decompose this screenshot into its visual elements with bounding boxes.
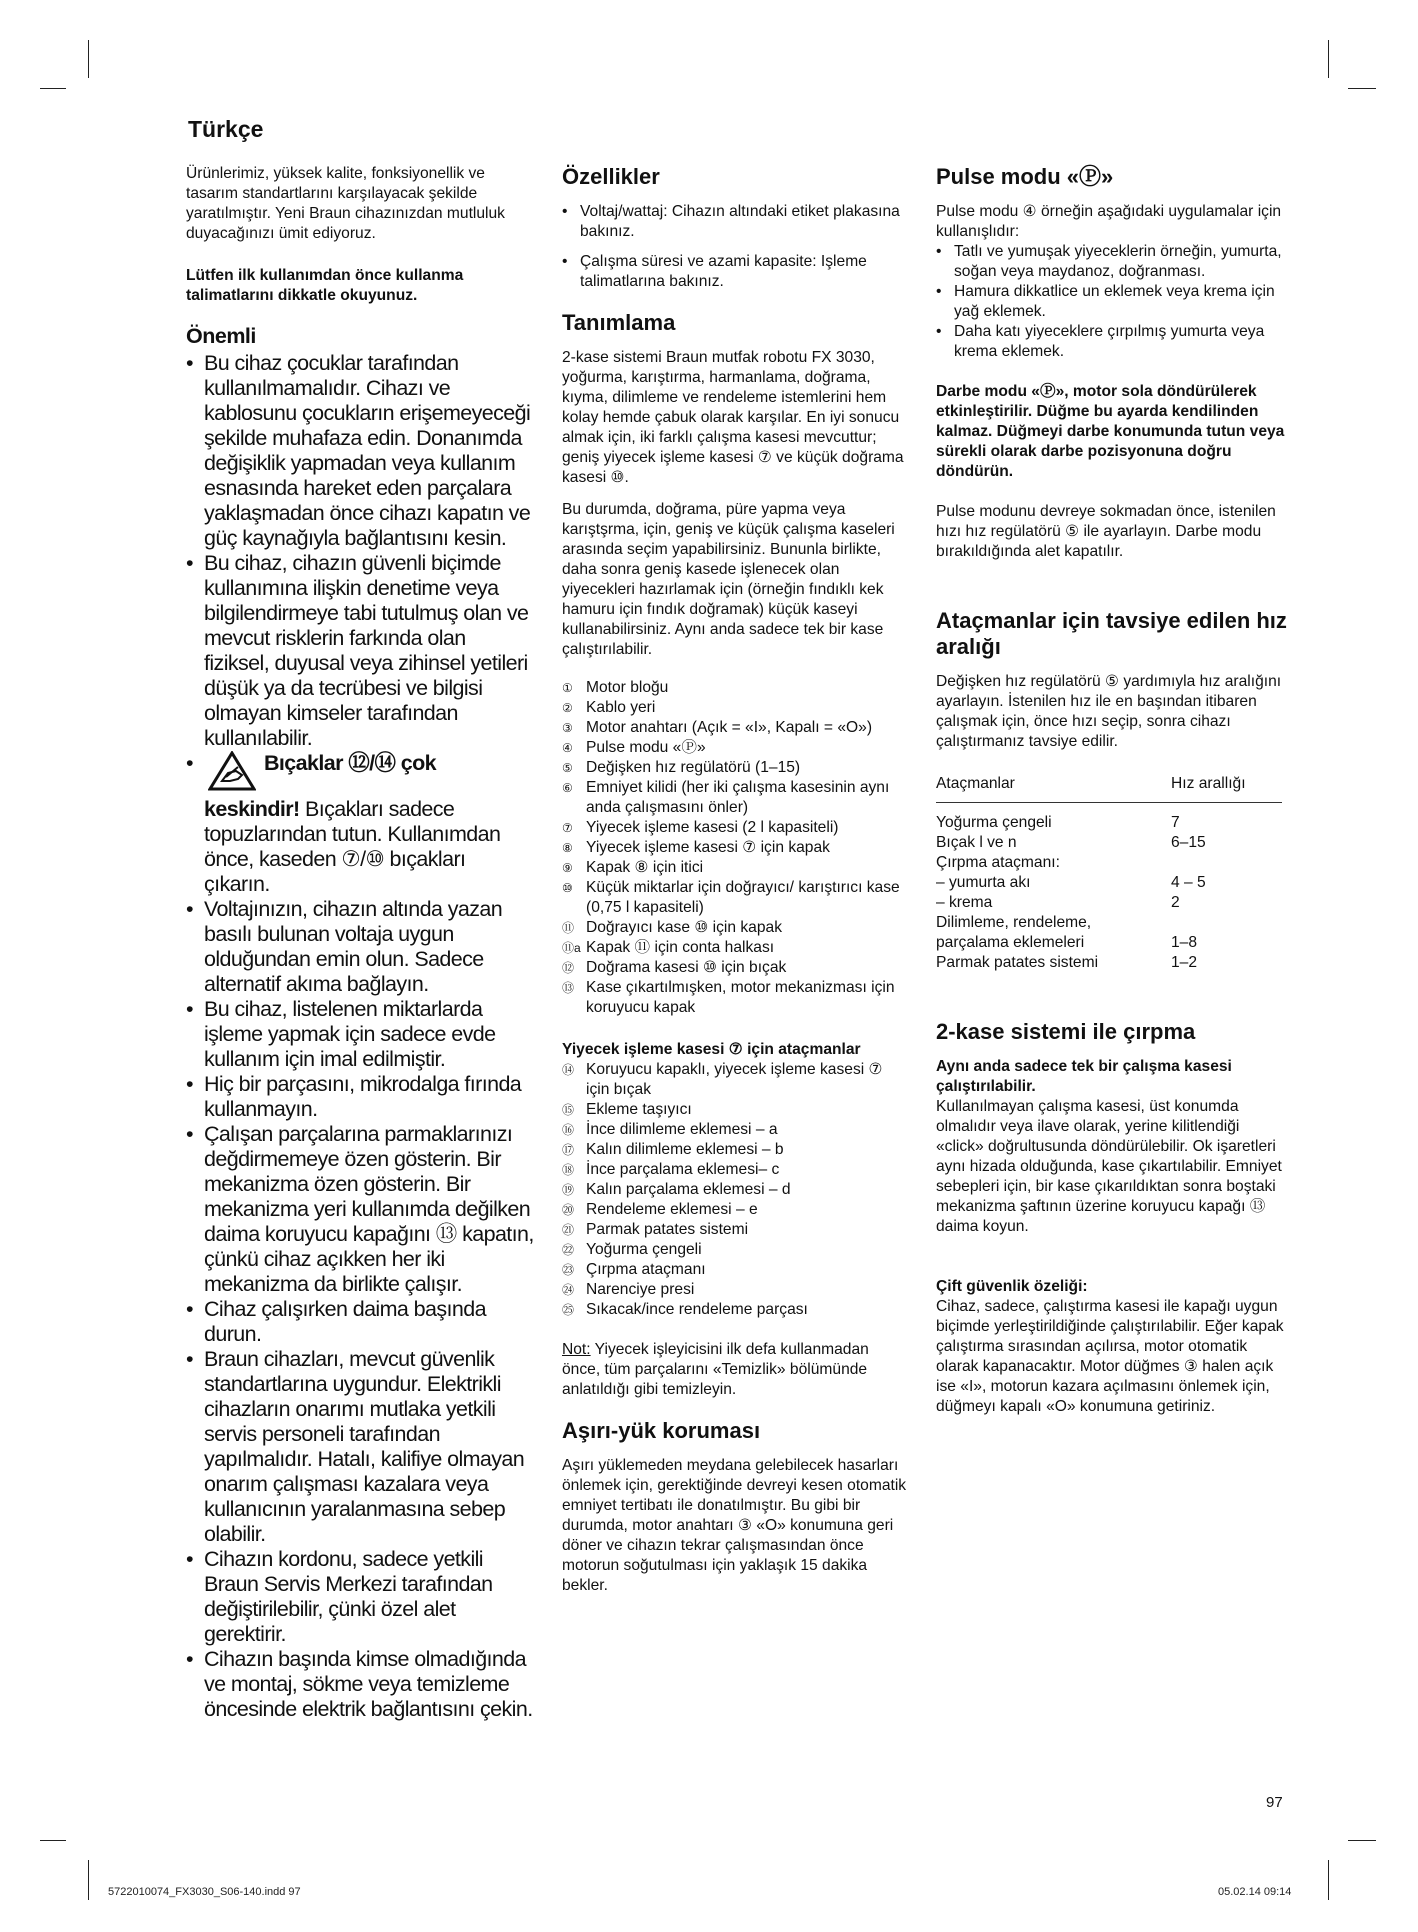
list-item: • Çalışan parçalarına parmaklarınızı değdirmemeye özen gösterin. Bir mekanizma özen gösterin. Bir mekanizma yeri kullanımda değilken daima koruyucu kapağını ⑬ kapatın, çünkü cihaz açıkken her iki mekanizma da birlikte çalışır. — [186, 1122, 536, 1297]
list-item: ⑫ Doğrama kasesi ⑩ için bıçak — [562, 959, 787, 976]
overload-text: Aşırı yüklemeden meydana gelebilecek hasarları önlemek için, gerektiğinde devreyi kesen otomatik emniyet tertibatı ile donatılmıştır. Bu gibi bir durumda, motor anahtarı ③ «O» konumuna geri döner ve cihazın tekrar çalışmasından önce motorun soğutulması için yaklaşık 15 dakika bekler. — [562, 1457, 907, 1594]
list-item: ④ Pulse modu «Ⓟ» — [562, 739, 706, 756]
page-title: Türkçe — [188, 116, 264, 142]
list-item: • Voltaj/wattaj: Cihazın altındaki etiket plakasına bakınız. — [562, 202, 908, 242]
column-2 — [562, 164, 908, 1596]
warning-icon — [208, 751, 256, 797]
overload-heading: Aşırı-yük koruması — [562, 1418, 761, 1443]
list-item: ③ Motor anahtarı (Açık = «I», Kapalı = «O») — [562, 719, 873, 736]
list-item: ㉔ Narenciye presi — [562, 1281, 695, 1298]
speed-heading: Ataçmanlar için tavsiye edilen hız aralığı — [936, 608, 1287, 659]
list-item: ㉕ Sıkacak/ince rendeleme parçası — [562, 1301, 808, 1318]
list-item: • Cihazın başında kimse olmadığında ve montaj, sökme veya temizleme öncesinde elektrik bağlantısını çekin. — [186, 1647, 536, 1722]
list-item: ⑧ Yiyecek işleme kasesi ⑦ için kapak — [562, 839, 830, 856]
column-3 — [936, 164, 1288, 1417]
description-text-2: Bu durumda, doğrama, püre yapma veya karıştşrma, için, geniş ve küçük çalışma kaseleri arasında seçim yapabilirsiniz. Bununla birlikte, daha sonra geniş kasede işlenecek olan yiyecekleri hazırlamak için (örneğin fındıklı kek hamuru için fındık doğramak) küçük kaseyi kullanabilirsiniz. Aynı anda sadece tek bir kase çalıştırılabilir. — [562, 501, 895, 658]
list-item: • Bu cihaz, cihazın güvenli biçimde kullanımına ilişkin denetime veya bilgilendirmeye tabi tutulmuş olan ve mevcut risklerin farkında olan fiziksel, duyusal veya zihinsel yetileri düşük ya da tecrübesi ve bilgisi olmayan kimseler tarafından kullanılabilir. — [186, 551, 536, 751]
description-heading: Tanımlama — [562, 310, 676, 335]
list-item: ㉒ Yoğurma çengeli — [562, 1241, 702, 1258]
pulse-list — [936, 242, 1288, 362]
column-1 — [186, 164, 536, 1722]
note — [562, 1340, 908, 1400]
pulse-text: Pulse modunu devreye sokmadan önce, istenilen hızı hız regülatörü ⑤ ile ayarlayın. Darbe modu bırakıldığında alet kapatılır. — [936, 503, 1276, 560]
features-list — [562, 202, 908, 292]
list-item: ① Motor bloğu — [562, 679, 669, 696]
description-text-1: 2-kase sistemi Braun mutfak robotu FX 3030, yoğurma, karıştırma, harmanlama, doğrama, kıyma, dilimleme ve rendeleme istemlerini hem kolay hemde çabuk olarak karşılar. En iyi sonucu almak için, iki farklı çalışma kasesi mevcuttur; geniş yiyecek işleme kasesi ⑦ ve küçük doğrama kasesi ⑩. — [562, 349, 904, 486]
list-item: ⑱ İnce parçalama eklemesi– c — [562, 1161, 780, 1178]
speed-table — [936, 774, 1282, 973]
column-header: Ataçmanlar — [936, 774, 1171, 803]
list-item: • Cihazın kordonu, sadece yetkili Braun Servis Merkezi tarafından değiştirilebilir, çünki özel alet gerektirir. — [186, 1547, 536, 1647]
list-item: • Voltajınızın, cihazın altında yazan basılı bulunan voltaja uygun olduğundan emin olun. Sadece alternatif akıma bağlayın. — [186, 897, 536, 997]
pulse-intro: Pulse modu ④ örneğin aşağıdaki uygulamalar için kullanışlıdır: — [936, 203, 1282, 240]
table-row: Yoğurma çengeli 7 — [936, 814, 1180, 831]
two-bowl-heading: 2-kase sistemi ile çırpma — [936, 1019, 1196, 1044]
attachments-list — [562, 1060, 908, 1320]
safety-text: Cihaz, sadece, çalıştırma kasesi ile kapağı uygun biçimde yerleştirildiğinde çalıştırılabilir. Eğer kapak çalıştırma sırasından açılırsa, motor otomatik olarak kapanacaktır. Motor düğmes ③ halen açık ise «I», motorun kazara açılmasını önlemek için, düğmeyı kapalı «O» konumuna getiriniz. — [936, 1298, 1284, 1415]
list-item: ⑨ Kapak ⑧ için itici — [562, 859, 704, 876]
crop-mark — [1348, 1840, 1376, 1841]
list-item: ㉓ Çırpma ataçmanı — [562, 1261, 706, 1278]
list-item: ⑭ Koruyucu kapaklı, yiyecek işleme kasesi ⑦ için bıçak — [562, 1061, 883, 1098]
list-item: ⑰ Kalın dilimleme eklemesi – b — [562, 1141, 784, 1158]
list-item: ⑲ Kalın parçalama eklemesi – d — [562, 1181, 791, 1198]
footer-file: 5722010074_FX3030_S06-140.indd 97 — [108, 1886, 301, 1898]
warning-text: Bıçakları sadece topuzlarından tutun. Kullanımdan önce, kaseden ⑦/⑩ bıçakları çıkarın. — [204, 797, 501, 896]
crop-mark — [88, 40, 89, 78]
table-row: Parmak patates sistemi 1–2 — [936, 954, 1198, 971]
list-item: • Hiç bir parçasını, mikrodalga fırında kullanmayın. — [186, 1072, 536, 1122]
table-row: – krema 2 — [936, 894, 1180, 911]
table-header-row — [936, 774, 1282, 803]
list-item: • Bu cihaz çocuklar tarafından kullanılmamalıdır. Cihazı ve kablosunu çocukların erişemeyeceği şekilde muhafaza edin. Donanımda değişiklik yapmadan veya kullanım esnasında hareket eden parçalara yaklaşmadan önce cihazı kapatın ve güç kaynağıyla bağlantısını kesin. — [186, 351, 536, 551]
pulse-heading: Pulse modu «Ⓟ» — [936, 164, 1114, 189]
list-item: ⑮ Ekleme taşıyıcı — [562, 1101, 692, 1118]
safety-heading: Çift güvenlik özeliği: — [936, 1278, 1088, 1295]
list-item: ⑯ İnce dilimleme eklemesi – a — [562, 1121, 778, 1138]
parts-list — [562, 678, 908, 1018]
table-row: Dilimleme, rendeleme, — [936, 914, 1092, 931]
important-heading: Önemli — [186, 324, 256, 348]
crop-mark — [88, 1860, 89, 1900]
footer-date: 05.02.14 09:14 — [1218, 1886, 1292, 1898]
note-label: Not: — [562, 1341, 591, 1358]
intro-text: Ürünlerimiz, yüksek kalite, fonksiyonellik ve tasarım standartlarını karşılayacak şekilde yaratılmıştır. Yeni Braun cihazınızdan mutluluk duyacağınızı ümit ediyoruz. — [186, 165, 505, 242]
pulse-bold-text: Darbe modu «Ⓟ», motor sola döndürülerek etkinleştirilir. Düğme bu ayarda kendilinden kalmaz. Düğmeyi darbe konumunda tutun veya sürekli olarak darbe pozisyonuna doğru döndürün. — [936, 383, 1285, 480]
note-text: Yiyecek işleyicisini ilk defa kullanmadan önce, tüm parçalarını «Temizlik» bölümünde anlatıldığı gibi temizleyin. — [562, 1341, 869, 1398]
list-item: • Cihaz çalışırken daima başında durun. — [186, 1297, 536, 1347]
two-bowl-text: Kullanılmayan çalışma kasesi, üst konumda olmalıdır veya ilave olarak, yerine kilitlendiği «click» doğrultusunda döndürülebilir. Ok işaretleri aynı hizada olduğunda, kase çıkartılabilir. Emniyet sebepleri için, bir kase çıkarıldıktan sonra boştaki mekanizma şaftının üzerine koruyucu kapağı ⑬ daima koyun. — [936, 1098, 1282, 1235]
warning-bold: Bıçaklar ⑫/⑭ çok keskindir! — [204, 751, 437, 821]
list-item: • Tatlı ve yumuşak yiyeceklerin örneğin, yumurta, soğan veya maydanoz, doğranması. — [936, 242, 1288, 282]
table-row: Bıçak l ve n 6–15 — [936, 834, 1206, 851]
list-item: ⑪ Doğrayıcı kase ⑩ için kapak — [562, 919, 782, 936]
column-header: Hız arallığı — [1171, 774, 1282, 803]
two-bowl-bold: Aynı anda sadece tek bir çalışma kasesi çalıştırılabilir. — [936, 1058, 1232, 1095]
table-row: parçalama eklemeleri 1–8 — [936, 934, 1198, 951]
attachments-heading: Yiyecek işleme kasesi ⑦ için ataçmanlar — [562, 1041, 861, 1058]
list-item: ⑪a Kapak ⑪ için conta halkası — [562, 939, 775, 956]
list-item: ⑥ Emniyet kilidi (her iki çalışma kasesinin aynı anda çalışmasını önler) — [562, 779, 890, 816]
crop-mark — [40, 1840, 66, 1841]
list-item: • Daha katı yiyeceklere çırpılmış yumurta veya krema eklemek. — [936, 322, 1288, 362]
list-item: ⑦ Yiyecek işleme kasesi (2 l kapasiteli) — [562, 819, 839, 836]
table-row: Çırpma ataçmanı: — [936, 854, 1060, 871]
list-item: ⑤ Değişken hız regülatörü (1–15) — [562, 759, 801, 776]
crop-mark — [40, 88, 66, 89]
list-item — [186, 751, 536, 897]
list-item: ⑳ Rendeleme eklemesi – e — [562, 1201, 758, 1218]
read-first-note: Lütfen ilk kullanımdan önce kullanma talimatlarını dikkatle okuyunuz. — [186, 267, 464, 304]
features-heading: Özellikler — [562, 164, 660, 189]
speed-intro: Değişken hız regülatörü ⑤ yardımıyla hız aralığını ayarlayın. İstenilen hız ile en başından itibaren çalışmak için, önce hızı seçip, sonra cihazı çalıştırmanız tavsiye edilir. — [936, 673, 1282, 750]
crop-mark — [1328, 40, 1329, 78]
important-list — [186, 351, 536, 1722]
table-row: – yumurta akı 4 – 5 — [936, 874, 1206, 891]
crop-mark — [1328, 1860, 1329, 1900]
list-item: ② Kablo yeri — [562, 699, 656, 716]
list-item: • Hamura dikkatlice un eklemek veya krema için yağ eklemek. — [936, 282, 1288, 322]
list-item: ㉑ Parmak patates sistemi — [562, 1221, 749, 1238]
crop-mark — [1348, 88, 1376, 89]
list-item: • Bu cihaz, listelenen miktarlarda işleme yapmak için sadece evde kullanım için imal edilmiştir. — [186, 997, 536, 1072]
list-item: ⑩ Küçük miktarlar için doğrayıcı/ karıştırıcı kase (0,75 l kapasiteli) — [562, 879, 900, 916]
list-item: ⑬ Kase çıkartılmışken, motor mekanizması için koruyucu kapak — [562, 979, 895, 1016]
list-item: • Braun cihazları, mevcut güvenlik standartlarına uygundur. Elektrikli cihazların onarımı mutlaka yetkili servis personeli tarafından yapılmalıdır. Hatalı, kalifiye olmayan onarım çalışması kazalara veya kullanıcının yaralanmasına sebep olabilir. — [186, 1347, 536, 1547]
list-item: • Çalışma süresi ve azami kapasite: Işleme talimatlarına bakınız. — [562, 252, 908, 292]
page-number: 97 — [1266, 1794, 1283, 1811]
